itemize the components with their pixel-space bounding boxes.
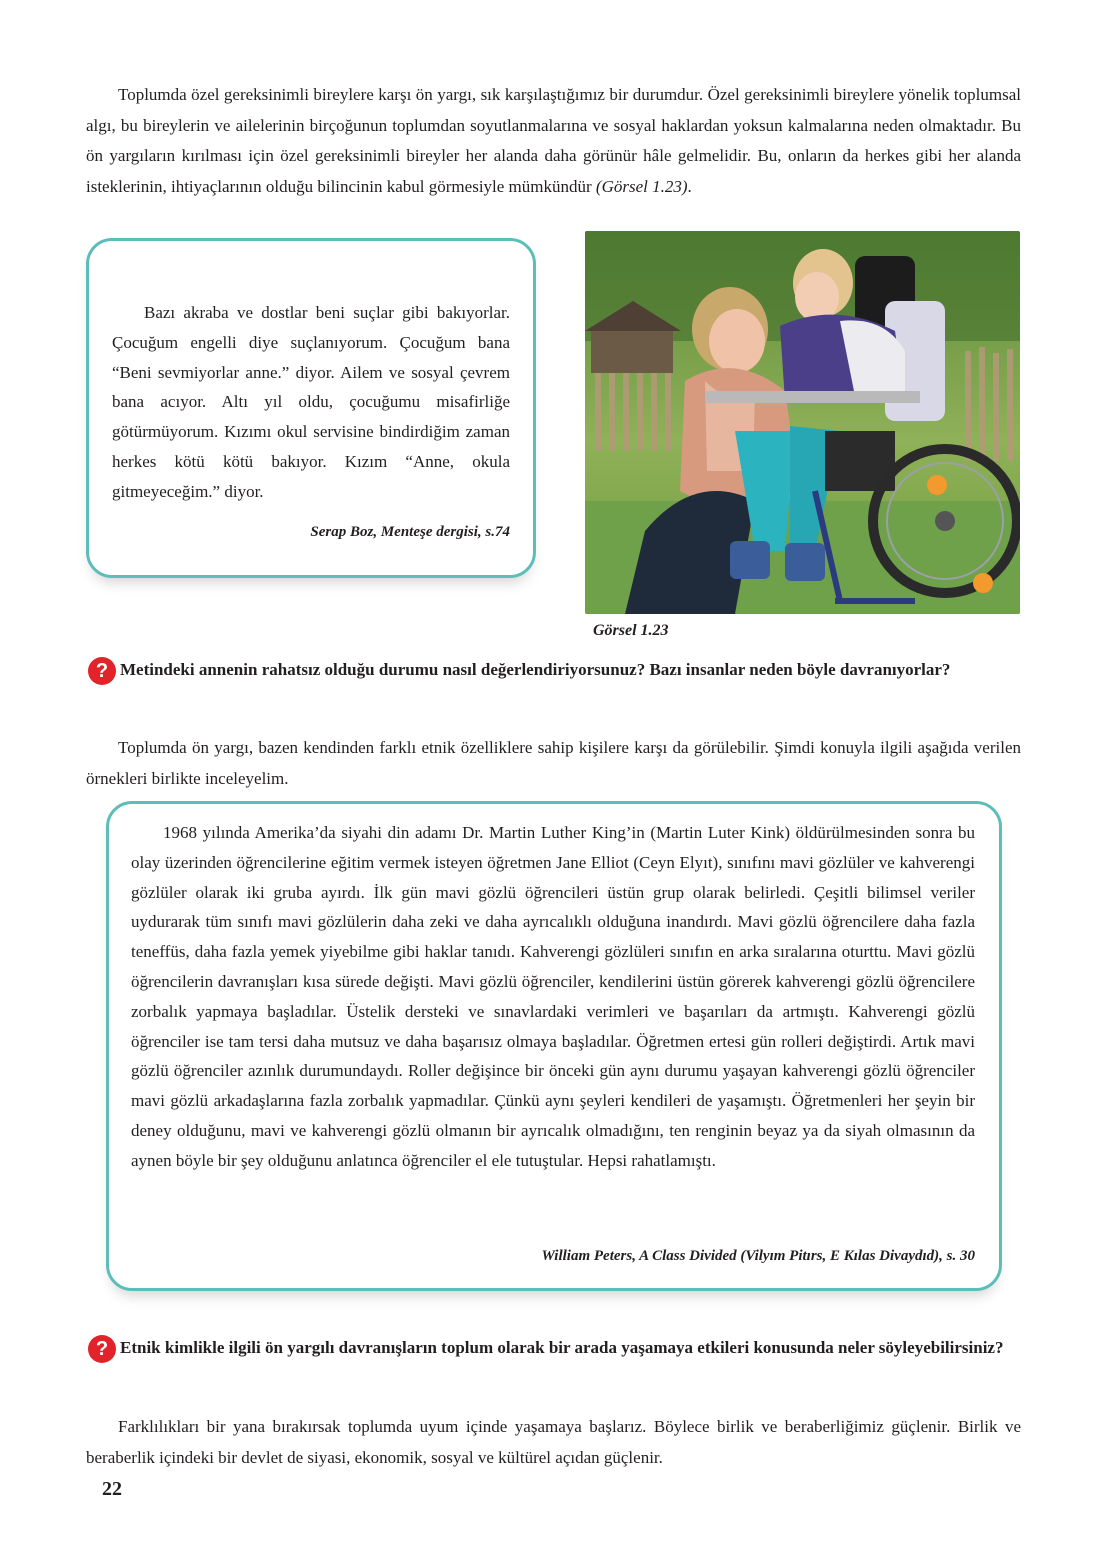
- quote-text-class-divided: 1968 yılında Amerika’da siyahi din adamı Dr. Martin Luther King’in (Martin Luter Kink) öldürülmesinden sonra bu olay üzerinden öğrencilerine eğitim vermek isteyen öğretmen Jane Elliot (Ceyn Elyıt), sınıfını mavi gözlüler ve kahverengi gözlüler olarak iki gruba ayırdı. İlk gün mavi gözlü öğrencileri üstün grup olarak belirledi. Çeşitli bilimsel veriler uydurarak tüm sınıfı mavi gözlülerin daha zeki ve daha ayrıcalıklı olduğuna inandırdı. Mavi gözlü öğrencilere daha fazla teneffüs, daha fazla yemek yiyebilme gibi haklar tanıdı. Kahverengi gözlüleri sınıfın en arka sıralarına oturttu. Mavi gözlü öğrencilerin davranışları kısa sürede değişti. Mavi gözlü öğrenciler, kendilerini üstün görerek kahverengi gözlü öğrencilere zorbalık yapmaya başladılar. Üstelik dersteki ve sınavlardaki verimleri ve başarıları da artmıştı. Kahverengi gözlü öğrenciler ise tam tersi daha mutsuz ve daha başarısız olmaya başladılar. Öğretmen ertesi gün rolleri değiştirdi. Artık mavi gözlü öğrenciler azınlık durumundaydı. Roller değişince bir önceki gün aynı durumu yaşayan kahverengi gözlü öğrenciler mavi gözlü arkadaşlarına fazla zorbalık yapmadılar. Çünkü aynı şeyleri kendileri de yaşamıştı. Öğretmenleri her şeyin bir deney olduğunu, mavi ve kahverengi gözlü olmanın bir ayrıcalık olmadığını, ten renginin beyaz ya da siyah olmasının da aynen böyle bir şey olduğunu anlatınca öğrenciler el ele tutuştular. Hepsi rahatlamıştı.: [131, 823, 975, 1170]
- question-icon: ?: [88, 657, 116, 685]
- paragraph-2: Toplumda ön yargı, bazen kendinden farklı etnik özelliklere sahip kişilere karşı da görülebilir. Şimdi konuyla ilgili aşağıda verilen örnekleri birlikte inceleyelim.: [86, 738, 1021, 788]
- intro-text: Toplumda özel gereksinimli bireylere karşı ön yargı, sık karşılaştığımız bir durumdur. Özel gereksinimli bireylere yönelik toplumsal algı, bu bireylerin ve ailelerinin birçoğunun toplumdan soyutlanmalarına ve sosyal haklardan yoksun kalmalarına neden olmaktadır. Bu ön yargıların kırılması için özel gereksinimli bireyler her alanda daha görünür hâle gelmelidir. Bu, onların da herkes gibi her alanda isteklerinin, ihtiyaçlarının olduğu bilincinin kabul görmesiyle mümkündür: [86, 85, 1021, 196]
- photo-mother-child-wheelchair: [585, 231, 1020, 614]
- figure-reference: (Görsel 1.23): [595, 176, 688, 196]
- paragraph-3: Farklılıkları bir yana bırakırsak toplumda uyum içinde yaşamaya başlarız. Böylece birlik ve beraberliğimiz güçlenir. Birlik ve beraberlik içindeki bir devlet de siyasi, ekonomik, sosyal ve kültürel açıdan güçlenir.: [86, 1417, 1021, 1467]
- figure-caption: Görsel 1.23: [593, 622, 669, 639]
- question-icon: ?: [88, 1335, 116, 1363]
- question-1: Metindeki annenin rahatsız olduğu durumu nasıl değerlendiriyorsunuz? Bazı insanlar neden böyle davranıyorlar?: [120, 660, 951, 679]
- quote-text-mother: Bazı akraba ve dostlar beni suçlar gibi bakıyorlar. Çocuğum engelli diye suçlanıyorum. Çocuğum bana “Beni sevmiyorlar anne.” diyor. Ailem ve sosyal çevrem bana acıyor. Altı yıl oldu, çocuğumu misafirliğe götürmüyorum. Kızımı okul servisine bindirdiğim zaman herkes kötü kötü bakıyor. Kızım “Anne, okula gitmeyeceğim.” diyor.: [112, 303, 510, 501]
- intro-end: .: [687, 176, 692, 196]
- quote-source-class-divided: William Peters, A Class Divided (Vilyım Pitırs, E Kılas Divaydıd), s. 30: [541, 1248, 975, 1264]
- page-number: 22: [102, 1478, 122, 1500]
- intro-paragraph: [86, 80, 1021, 202]
- question-2: Etnik kimlikle ilgili ön yargılı davranışların toplum olarak bir arada yaşamaya etkileri konusunda neler söyleyebilirsiniz?: [120, 1338, 1004, 1357]
- quote-source-mother: Serap Boz, Menteşe dergisi, s.74: [310, 524, 510, 540]
